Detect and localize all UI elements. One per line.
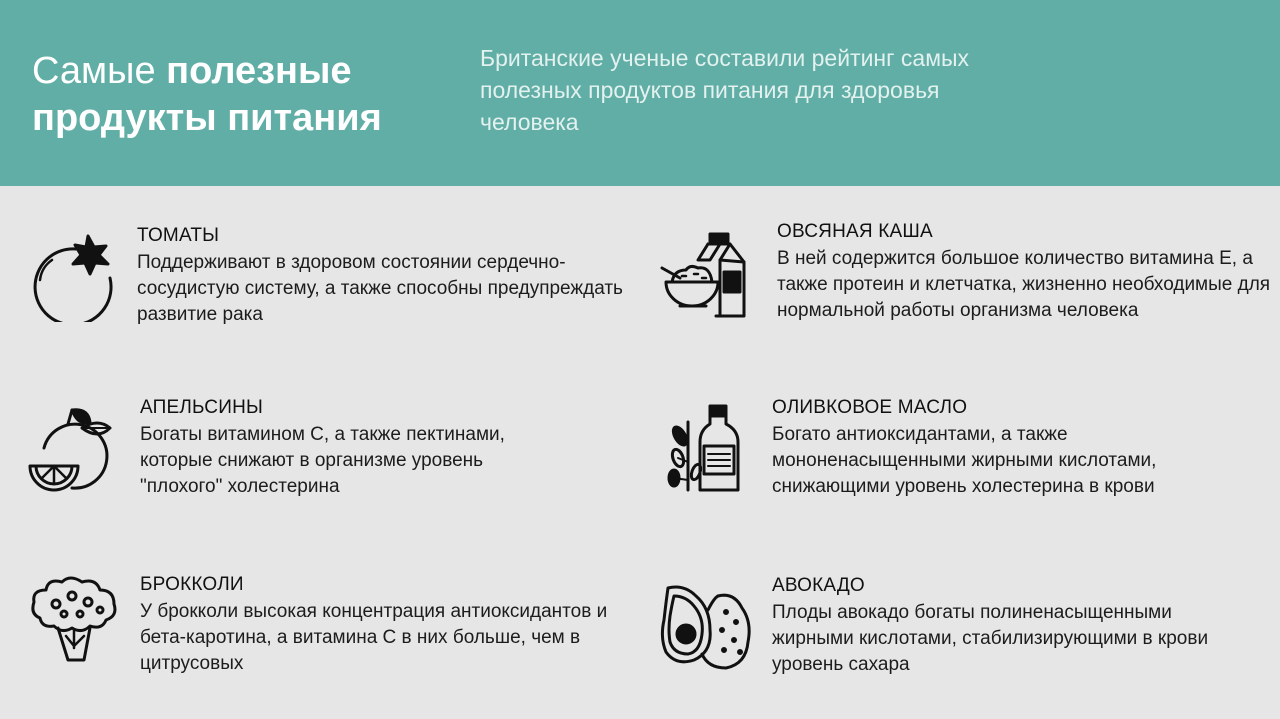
item-description: Поддерживают в здоровом состоянии сердечно-сосудистую систему, а также способны предупреждать развитие рака (137, 252, 623, 325)
item-text (140, 396, 560, 500)
item-text (137, 224, 627, 328)
item-description: В ней содержится большое количество витамина Е, а также протеин и клетчатка, жизненно необходимые для нормальной работы организма человека (777, 248, 1271, 321)
broccoli-icon (28, 576, 120, 664)
header-banner (0, 0, 1280, 186)
title-bold-2: продукты питания (32, 97, 382, 139)
avocado-icon (660, 582, 752, 672)
item-title: БРОККОЛИ (140, 574, 244, 595)
item-description: У брокколи высокая концентрация антиоксидантов и бета-каротина, а витамина С в них больше, чем в цитрусовых (140, 601, 608, 674)
item-description: Богаты витамином С, а также пектинами, которые снижают в организме уровень "плохого" холестерина (140, 424, 505, 497)
page-title (32, 48, 382, 142)
item-title: ТОМАТЫ (137, 225, 220, 246)
orange-icon (28, 404, 116, 494)
title-regular: Самые (32, 50, 167, 92)
item-text (777, 220, 1272, 324)
title-bold-1: полезные (166, 50, 352, 92)
item-title: ОЛИВКОВОЕ МАСЛО (772, 397, 968, 418)
item-title: АВОКАДО (772, 575, 865, 596)
item-text (140, 573, 620, 677)
item-description: Богато антиоксидантами, а также мононенасыщенными жирными кислотами, снижающими уровень холестерина в крови (772, 424, 1157, 497)
item-description: Плоды авокадо богаты полиненасыщенными жирными кислотами, стабилизирующими в крови уровень сахара (772, 602, 1209, 675)
tomato-icon (26, 232, 114, 322)
item-text (772, 574, 1242, 678)
item-title: ОВСЯНАЯ КАША (777, 221, 933, 242)
olive-oil-icon (664, 402, 744, 494)
item-title: АПЕЛЬСИНЫ (140, 397, 264, 418)
oatmeal-icon (660, 232, 748, 320)
item-text (772, 396, 1232, 500)
page-subtitle: Британские ученые составили рейтинг самых полезных продуктов питания для здоровья человека (480, 45, 970, 135)
